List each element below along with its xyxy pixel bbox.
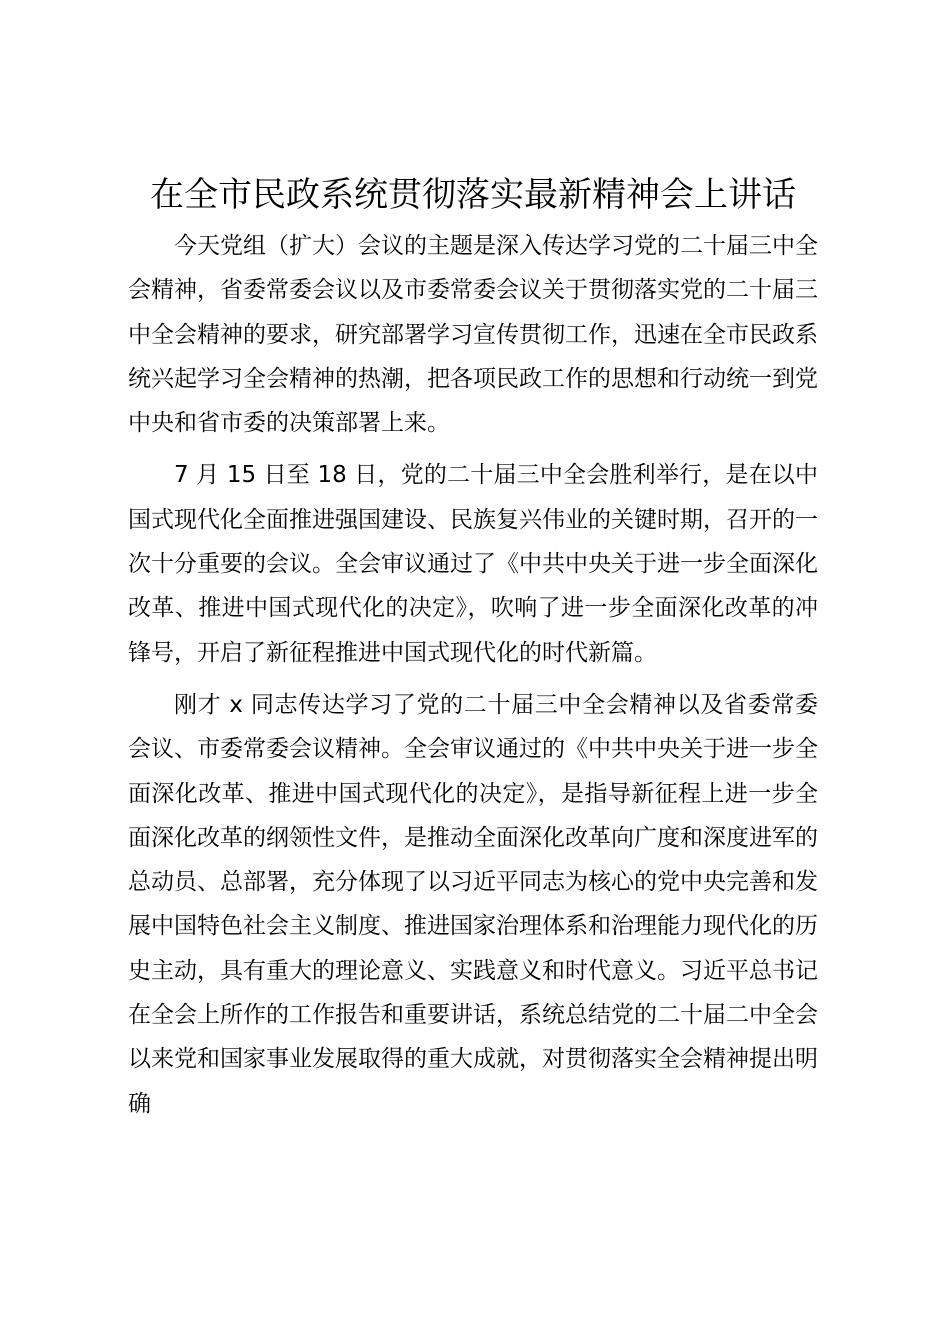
document-body <box>128 224 818 1126</box>
paragraph-2: 7 月 15 日至 18 日，党的二十届三中全会胜利举行，是在以中国式现代化全面推进强国建设、民族复兴伟业的关键时期，召开的一次十分重要的会议。全会审议通过了《中共中央关于进一步全面深化改革、推进中国式现代化的决定》，吹响了进一步全面深化改革的冲锋号，开启了新征程推进中国式现代化的时代新篇。 <box>128 462 818 666</box>
paragraph-3: 刚才 x 同志传达学习了党的二十届三中全会精神以及省委常委会议、市委常委会议精神。全会审议通过的《中共中央关于进一步全面深化改革、推进中国式现代化的决定》，是指导新征程上进一步全面深化改革的纲领性文件，是推动全面深化改革向广度和深度进军的总动员、总部署，充分体现了以习近平同志为核心的党中央完善和发展中国特色社会主义制度、推进国家治理体系和治理能力现代化的历史主动，具有重大的理论意义、实践意义和时代意义。习近平总书记在全会上所作的工作报告和重要讲话，系统总结党的二十届二中全会以来党和国家事业发展取得的重大成就，对贯彻落实全会精神提出明确 <box>128 691 818 1117</box>
paragraph-1: 今天党组（扩大）会议的主题是深入传达学习党的二十届三中全会精神，省委常委会议以及市委常委会议关于贯彻落实党的二十届三中全会精神的要求，研究部署学习宣传贯彻工作，迅速在全市民政系统兴起学习全会精神的热潮，把各项民政工作的思想和行动统一到党中央和省市委的决策部署上来。 <box>128 233 818 437</box>
document-title: 在全市民政系统贯彻落实最新精神会上讲话 <box>150 175 796 215</box>
